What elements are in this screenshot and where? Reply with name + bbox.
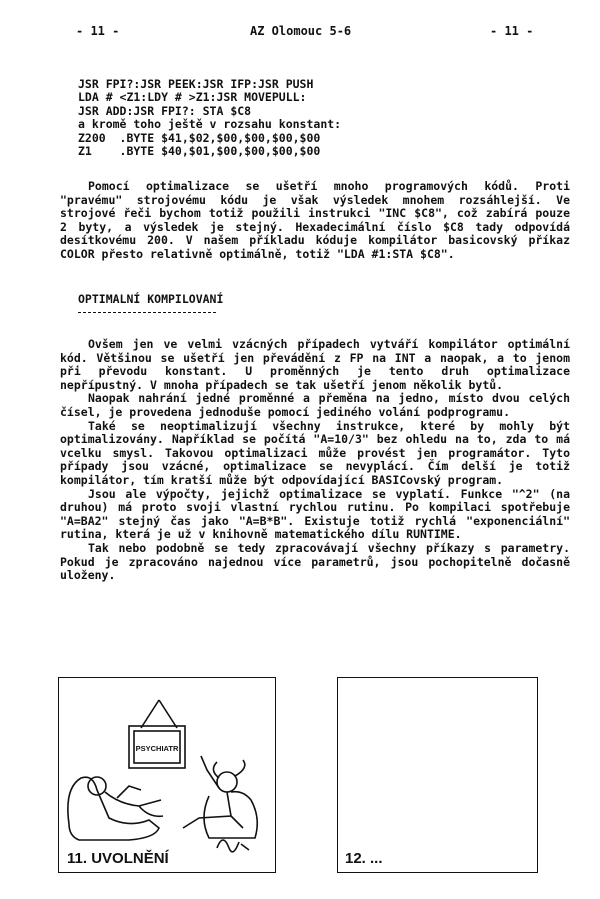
couch — [68, 777, 159, 840]
sign-string — [141, 700, 177, 728]
artist-signature — [217, 840, 249, 852]
psychiatrist-cartoon — [59, 678, 274, 871]
section-heading: OPTIMALNÍ KOMPILOVANÍ — [78, 292, 224, 306]
empty-panel-caption: 12. ... — [345, 850, 383, 867]
paragraph: Ovšem jen ve velmi vzácných případech vytváří kompilátor optimální kód. Většinou se ušetří jen převádění z FP na INT a naopak, a to jenom při převodu konstant. U proměnných je tento druh optimalizace nepřípustný. V mnoha případech se tak ušetří jenom několik bytů. — [60, 337, 570, 392]
code-line: LDA # <Z1:LDY # >Z1:JSR MOVEPULL: — [78, 90, 307, 105]
code-listing — [78, 78, 341, 158]
intro-paragraph — [60, 180, 570, 262]
cartoon-caption: 11. UVOLNĚNÍ — [67, 850, 169, 867]
patient-body — [105, 786, 163, 816]
code-line: Z200 .BYTE $41,$02,$00,$00,$00,$00 — [78, 130, 321, 145]
code-line: a kromě toho ještě v rozsahu konstant: — [78, 117, 342, 132]
patient-head — [88, 777, 106, 795]
paragraph: Naopak nahrání jedné proměnné a přeměna na jedno, místo dvou celých čísel, je provedena jednoduše pomocí jediného volání podprogramu. — [60, 391, 570, 419]
paragraph: Pomocí optimalizace se ušetří mnoho programových kódů. Proti "pravému" strojovému kódu je však výsledek mnohem rozsáhlejší. Ve strojové řeči bychom totiž použili instrukci "INC $C8", což zabírá pouze 2 byty, a výsledek je stejný. Hexadecimální číslo $C8 tady odpovídá desítkovému 200. V našem příkladu kóduje kompilátor basicovský příkaz COLOR přesto relativně optimálně, totiž "LDA #1:STA $C8". — [60, 179, 570, 261]
code-line: JSR ADD:JSR FPI?: STA $C8 — [78, 103, 252, 118]
cartoon-panel — [58, 677, 276, 873]
body-text — [60, 338, 570, 583]
page-number-right: - 11 - — [490, 24, 534, 38]
page-number-left: - 11 - — [76, 24, 120, 38]
paragraph: Jsou ale výpočty, jejichž optimalizace se vyplatí. Funkce "^2" (na druhou) má proto svoji vlastní rychlou rutinu. Po kompilaci spotřebuje "A=BA2" stejný čas jako "A=B*B". Existuje totiž rychlá "exponenciální" rutina, která je už v knihovně matematického dílu RUNTIME. — [60, 486, 570, 542]
paragraph: Tak nebo podobně se tedy zpracovávají všechny příkazy s parametry. Pokud je zpracováno najednou více parametrů, jsou pochopitelně dočasně uloženy. — [60, 540, 570, 583]
psychiatrist-head — [217, 772, 237, 792]
heading-underline — [78, 312, 216, 313]
code-line: JSR FPI?:JSR PEEK:JSR IFP:JSR PUSH — [78, 77, 314, 91]
sign-text: PSYCHIATR — [135, 744, 179, 753]
page-title: AZ Olomouc 5-6 — [250, 24, 352, 38]
code-line: Z1 .BYTE $40,$01,$00,$00,$00,$00 — [78, 144, 321, 159]
empty-panel — [337, 677, 538, 873]
paragraph: Také se neoptimalizují všechny instrukce, které by mohly být optimalizovány. Například se počítá "A=10/3" bez ohledu na to, zda to má vcelku smysl. Takovou optimalizaci může provést jen programátor. Tyto případy jsou vzácné, optimalizace se nevyplácí. Čím delší je totiž kompilátor, tím kratší může být odpovídající BASICovský program. — [60, 418, 570, 487]
page-header — [0, 24, 600, 40]
